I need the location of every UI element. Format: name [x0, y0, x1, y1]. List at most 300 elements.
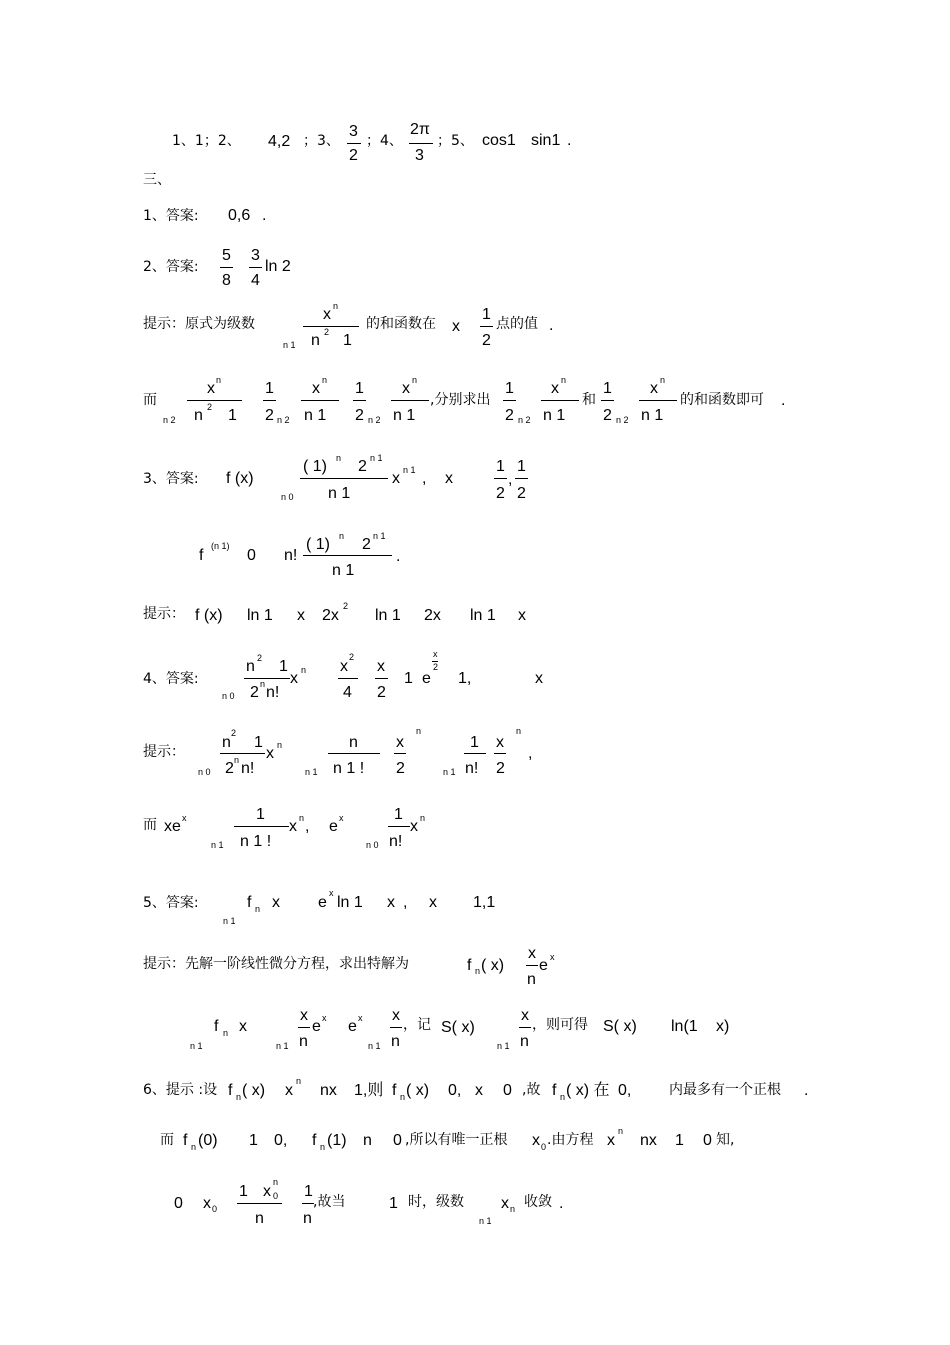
answer-label: 3、答案:	[143, 471, 199, 487]
hint-label: 提示：	[143, 606, 185, 622]
fraction-numerator: 1	[355, 380, 364, 397]
hint-text: 内最多有一个正根	[669, 1082, 781, 1098]
fraction-bar	[639, 400, 677, 401]
math-text: e	[348, 1018, 357, 1035]
fraction-bar	[298, 1027, 310, 1028]
fraction-numerator: x	[650, 380, 658, 397]
fraction-denominator: 2	[482, 332, 491, 349]
subscript: 0	[212, 1204, 218, 1214]
math-text: 0	[174, 1195, 183, 1212]
math-text: 1,1	[473, 894, 496, 911]
fraction-denominator: n	[255, 1210, 264, 1227]
fraction-bar	[519, 1027, 531, 1028]
fraction-bar	[494, 753, 506, 754]
fraction-denominator: 2	[517, 485, 526, 502]
superscript: n	[234, 755, 240, 765]
math-text: x	[203, 1195, 211, 1212]
fraction-bar	[249, 267, 262, 268]
hint-text: 和	[582, 392, 596, 408]
math-text: 1	[404, 670, 413, 687]
math-text: x	[429, 894, 437, 911]
math-text: ln(1	[671, 1018, 698, 1035]
fraction-numerator: 1	[394, 806, 403, 823]
math-text: 1	[675, 1132, 684, 1149]
item-text: ；3、	[303, 133, 340, 149]
fraction-denominator: n	[520, 1033, 529, 1050]
fraction-bar	[601, 400, 614, 401]
math-text: e	[422, 670, 431, 687]
fraction-numerator: x	[528, 945, 536, 962]
subscript: n	[320, 1142, 326, 1152]
fraction-bar	[353, 400, 366, 401]
math-text: f	[199, 547, 204, 564]
math-text: (0)	[198, 1132, 218, 1149]
superscript: n	[336, 453, 342, 463]
fraction-bar	[237, 1203, 282, 1204]
math-text: f	[467, 957, 472, 974]
superscript: x	[358, 1013, 363, 1023]
fraction-numerator: x	[551, 380, 559, 397]
fraction-bar	[234, 826, 289, 827]
math-text: ln 1	[247, 607, 273, 624]
superscript: x	[339, 813, 344, 823]
math-text: x	[285, 1082, 293, 1099]
fraction-numerator: x	[402, 380, 410, 397]
math-text: ( x)	[242, 1082, 266, 1099]
superscript: n	[412, 375, 418, 385]
fraction-denominator: 2	[505, 407, 514, 424]
fraction-numerator: 1	[603, 380, 612, 397]
fraction-denominator: 2	[396, 760, 405, 777]
superscript: 2	[349, 652, 355, 662]
hint-text: 知,	[716, 1132, 735, 1148]
fraction-bar	[375, 678, 388, 679]
math-text: x	[266, 745, 274, 762]
sum-index: n 0	[222, 691, 235, 701]
fraction-denominator: n	[299, 1033, 308, 1050]
fraction-denominator: n 1	[304, 407, 327, 424]
superscript: x	[322, 1013, 327, 1023]
math-text: ( x)	[406, 1082, 430, 1099]
item-text: ；4、	[366, 133, 403, 149]
math-text: nx	[640, 1132, 657, 1149]
fraction-numerator: 2	[362, 536, 371, 553]
subscript: 0	[541, 1142, 547, 1152]
hint-label: 提示：	[143, 744, 185, 760]
math-text: .	[396, 548, 401, 565]
fraction-numerator: x	[521, 1007, 529, 1024]
fraction-denominator: 3	[415, 147, 424, 164]
sum-index: n 1	[443, 767, 456, 777]
superscript: n	[516, 726, 522, 736]
sum-index: n 1	[190, 1041, 203, 1051]
fraction-numerator: n	[246, 658, 255, 675]
fraction-numerator: x	[323, 306, 331, 323]
superscript: n	[416, 726, 422, 736]
math-text: 0	[503, 1082, 512, 1099]
subscript: n	[510, 1204, 516, 1214]
superscript: x	[329, 888, 334, 898]
fraction-denominator: n 1	[543, 407, 566, 424]
math-text: 0,6	[228, 207, 251, 224]
math-text: ln 1	[337, 894, 363, 911]
superscript: n	[273, 1177, 279, 1187]
math-text: x	[607, 1132, 615, 1149]
math-text: f	[552, 1082, 557, 1099]
answer-label: 2、答案:	[143, 259, 199, 275]
fraction-denominator: 2	[250, 684, 259, 701]
math-text: ln 2	[265, 258, 291, 275]
fraction-denominator: 2	[496, 485, 505, 502]
fraction-numerator: x	[377, 658, 385, 675]
superscript: n 1	[370, 453, 383, 463]
fraction-bar	[347, 143, 361, 144]
fraction-numerator: x	[396, 734, 404, 751]
math-text: S( x)	[603, 1018, 637, 1035]
fraction-numerator: 5	[222, 247, 231, 264]
section-heading: 三、	[143, 172, 171, 188]
fraction-numerator: x	[300, 1007, 308, 1024]
fraction-denominator: n	[527, 971, 536, 988]
math-text: ,	[403, 894, 408, 911]
sum-index: n 1	[479, 1216, 492, 1226]
math-text: 1	[389, 1195, 398, 1212]
superscript: n	[301, 665, 307, 675]
sum-index: n 0	[366, 840, 379, 850]
superscript: 2	[324, 327, 330, 337]
fraction-numerator: ( 1)	[306, 536, 330, 553]
math-text: f (x)	[195, 607, 223, 624]
hint-text: 点的值	[496, 316, 538, 332]
math-text: e	[539, 957, 548, 974]
hint-text: 收敛	[524, 1194, 552, 1210]
fraction-denominator: n!	[389, 833, 403, 850]
math-text: x	[535, 670, 543, 687]
superscript: n	[277, 740, 283, 750]
fraction-numerator: 1	[517, 458, 526, 475]
fraction-bar	[541, 400, 579, 401]
item-text: 1、1；2、	[172, 133, 241, 149]
fraction-denominator: n 1	[393, 407, 416, 424]
math-text: .	[262, 207, 267, 224]
fraction-numerator: ( 1)	[303, 458, 327, 475]
fraction-denominator: 2	[496, 760, 505, 777]
math-text: ,	[528, 745, 533, 762]
sum-index: n 0	[198, 767, 211, 777]
fraction-denominator: n!	[465, 760, 479, 777]
fraction-bar	[244, 678, 290, 679]
fraction-denominator: 2	[349, 147, 358, 164]
subscript: n	[400, 1092, 406, 1102]
fraction-numerator: 2	[358, 458, 367, 475]
sum-index: n 1	[368, 1041, 381, 1051]
sum-index: n 1	[276, 1041, 289, 1051]
hint-text: ,所以有唯一正根	[405, 1132, 508, 1148]
fraction-numerator: x	[496, 734, 504, 751]
sum-index: n 2	[163, 415, 176, 425]
fraction-bar	[263, 400, 276, 401]
math-text: x	[518, 607, 526, 624]
math-text: .	[781, 392, 786, 409]
math-text: e	[318, 894, 327, 911]
fraction-denominator: 2	[225, 760, 234, 777]
math-text: cos1	[482, 132, 516, 149]
math-text: sin1	[531, 132, 561, 149]
superscript: n	[216, 375, 222, 385]
fraction-numerator: 3	[251, 247, 260, 264]
answer-label: 1、答案:	[143, 208, 199, 224]
fraction-denominator: n	[311, 332, 320, 349]
math-text: S( x)	[441, 1019, 475, 1036]
fraction-numerator: x	[392, 1007, 400, 1024]
math-text: 0,	[274, 1132, 288, 1149]
math-text: n	[363, 1132, 372, 1149]
fraction-numerator: 1	[254, 734, 263, 751]
superscript: (n 1)	[211, 541, 230, 551]
fraction-denominator: 1	[228, 407, 237, 424]
fraction-denominator: n 1	[328, 485, 351, 502]
math-text: e	[329, 818, 338, 835]
fraction-bar	[187, 400, 242, 401]
fraction-bar	[464, 753, 486, 754]
math-text: ( x) 在	[566, 1082, 610, 1099]
math-text: nx	[320, 1082, 337, 1099]
fraction-denominator: n 1	[641, 407, 664, 424]
fraction-numerator: 2π	[410, 121, 430, 138]
fraction-bar	[515, 478, 528, 479]
hint-text: ，则可得	[532, 1017, 588, 1033]
math-text: 0	[393, 1132, 402, 1149]
superscript: n	[660, 375, 666, 385]
sum-index: n 2	[368, 415, 381, 425]
fraction-bar	[388, 826, 410, 827]
superscript: n	[618, 1126, 624, 1136]
fraction-bar	[338, 678, 358, 679]
hint-text: 时，级数	[408, 1194, 464, 1210]
fraction-numerator: n	[222, 734, 231, 751]
subscript: n	[255, 904, 261, 914]
answer-label: 5、答案:	[143, 895, 199, 911]
fraction-bar	[300, 478, 388, 479]
math-text: 2x	[424, 607, 441, 624]
superscript: 2	[231, 728, 237, 738]
math-text: 0,	[448, 1082, 462, 1099]
superscript: n	[299, 813, 305, 823]
fraction-numerator: 1	[279, 658, 288, 675]
subscript: n	[475, 966, 481, 976]
fraction-numerator: 1	[470, 734, 479, 751]
math-text: x	[445, 470, 453, 487]
superscript: n	[561, 375, 567, 385]
superscript: n	[260, 679, 266, 689]
superscript: x	[550, 952, 555, 962]
math-text: 1	[249, 1132, 258, 1149]
fraction-bar	[409, 143, 433, 144]
math-text: n!	[284, 547, 298, 564]
fraction-bar	[303, 326, 359, 327]
sum-index: n 1	[283, 340, 296, 350]
subscript: n	[236, 1092, 242, 1102]
fraction-denominator: n	[303, 1210, 312, 1227]
math-text: f	[228, 1082, 233, 1099]
fraction-denominator: n 1	[332, 562, 355, 579]
fraction-numerator: x	[340, 658, 348, 675]
math-text: x	[501, 1195, 509, 1212]
hint-text: 而	[160, 1132, 174, 1148]
fraction-numerator: 3	[349, 123, 358, 140]
fraction-numerator: n	[349, 734, 358, 751]
hint-text: ，记	[403, 1017, 431, 1033]
hint-text: 的和函数即可	[680, 392, 764, 408]
fraction-denominator: n 1 !	[240, 833, 272, 850]
fraction-denominator: n 1 !	[333, 760, 365, 777]
fraction-bar	[328, 753, 380, 754]
math-text: 1,	[458, 670, 472, 687]
fraction-denominator: 4	[343, 684, 352, 701]
answer-label: 6、提示 :设	[143, 1082, 218, 1098]
math-text: f	[214, 1018, 219, 1035]
hint-label: 提示：先解一阶线性微分方程，求出特解为	[143, 956, 409, 972]
superscript: 2	[343, 601, 349, 611]
fraction-bar	[303, 555, 392, 556]
hint-text: 的和函数在	[366, 316, 436, 332]
item-text: ；5、	[437, 133, 474, 149]
fraction-bar	[494, 478, 507, 479]
superscript: x	[182, 813, 187, 823]
math-text: 2x	[322, 607, 339, 624]
fraction-denominator: 2	[603, 407, 612, 424]
math-text: 0,	[618, 1082, 632, 1099]
math-text: x	[452, 318, 460, 335]
math-text: 1,则	[354, 1082, 384, 1099]
fraction-denominator: 4	[251, 272, 260, 289]
fraction-bar	[390, 1027, 402, 1028]
fraction-denominator: n	[194, 407, 203, 424]
fraction-bar	[391, 400, 429, 401]
math-text: x	[532, 1132, 540, 1149]
math-text: (1)	[327, 1132, 347, 1149]
math-text: .	[567, 132, 572, 149]
superscript: n	[339, 531, 345, 541]
subscript: n	[223, 1028, 229, 1038]
math-text: x	[290, 670, 298, 687]
math-text: f	[392, 1082, 397, 1099]
fraction-bar	[220, 267, 233, 268]
math-text: f	[183, 1132, 188, 1149]
fraction-denominator: 1	[343, 332, 352, 349]
hint-text: 而	[143, 817, 157, 833]
sum-index: n 1	[305, 767, 318, 777]
hint-text: ,分别求出	[430, 392, 491, 408]
fraction-denominator: 2	[265, 407, 274, 424]
fraction-denominator: 8	[222, 272, 231, 289]
fraction-numerator: 1	[482, 306, 491, 323]
subscript: n	[560, 1092, 566, 1102]
fraction-bar	[301, 400, 339, 401]
math-text: 0	[247, 547, 256, 564]
superscript: n	[333, 301, 339, 311]
answer-label: 4、答案:	[143, 671, 199, 687]
fraction-numerator: 1	[496, 458, 505, 475]
fraction-bar	[526, 965, 538, 966]
math-text: .	[559, 1195, 564, 1212]
subscript: 0	[273, 1191, 279, 1201]
math-text: e	[312, 1018, 321, 1035]
sum-index: n 2	[518, 415, 531, 425]
superscript: 2	[433, 662, 439, 672]
math-text: 0	[703, 1132, 712, 1149]
sum-index: n 1	[223, 916, 236, 926]
fraction-numerator: 1	[304, 1183, 313, 1200]
math-text: x	[410, 818, 418, 835]
math-text: f (x)	[226, 470, 254, 487]
subscript: n	[191, 1142, 197, 1152]
superscript: n 1	[373, 531, 386, 541]
math-text: f	[247, 894, 252, 911]
fraction-numerator: x	[207, 380, 215, 397]
fraction-bar	[480, 326, 493, 327]
superscript: 2	[207, 402, 213, 412]
math-text: xe	[164, 818, 181, 835]
hint-text: .由方程	[547, 1132, 594, 1148]
superscript: 2	[257, 653, 263, 663]
hint-label: 提示：原式为级数	[143, 316, 255, 332]
math-text: f	[312, 1132, 317, 1149]
superscript: n 1	[403, 465, 416, 475]
sum-index: n 0	[281, 492, 294, 502]
fraction-denominator: 2	[377, 684, 386, 701]
fraction-numerator: 1	[239, 1183, 248, 1200]
math-text: ln 1	[470, 607, 496, 624]
superscript: x	[433, 649, 438, 659]
math-text: ,	[305, 818, 310, 835]
fraction-numerator: 1	[256, 806, 265, 823]
sum-index: n 2	[277, 415, 290, 425]
math-text: ln 1	[375, 607, 401, 624]
fraction-denominator: n!	[266, 684, 280, 701]
fraction-numerator: 1	[265, 380, 274, 397]
superscript: n	[420, 813, 426, 823]
fraction-bar	[394, 753, 406, 754]
sum-index: n 1	[211, 840, 224, 850]
math-text: .	[804, 1082, 809, 1099]
fraction-denominator: n!	[241, 760, 255, 777]
fraction-bar	[503, 400, 516, 401]
math-text: ( x)	[481, 957, 505, 974]
fraction-numerator: 1	[505, 380, 514, 397]
hint-text: ,故当	[313, 1194, 346, 1210]
math-text: x	[272, 894, 280, 911]
math-text: 4,2	[268, 133, 291, 150]
hint-text: ,故	[522, 1082, 541, 1098]
math-text: x	[239, 1018, 247, 1035]
math-text: ,	[422, 470, 427, 487]
sum-index: n 2	[616, 415, 629, 425]
superscript: n	[322, 375, 328, 385]
fraction-numerator: x	[312, 380, 320, 397]
fraction-denominator: n	[391, 1033, 400, 1050]
fraction-numerator: x	[263, 1183, 271, 1200]
math-text: .	[549, 317, 554, 334]
fraction-bar	[220, 753, 265, 754]
fraction-denominator: 2	[355, 407, 364, 424]
hint-text: 而	[143, 392, 157, 408]
math-text: x	[475, 1082, 483, 1099]
math-text: x	[297, 607, 305, 624]
math-text: x	[289, 818, 297, 835]
math-text: x	[387, 894, 395, 911]
math-text: x	[392, 470, 400, 487]
